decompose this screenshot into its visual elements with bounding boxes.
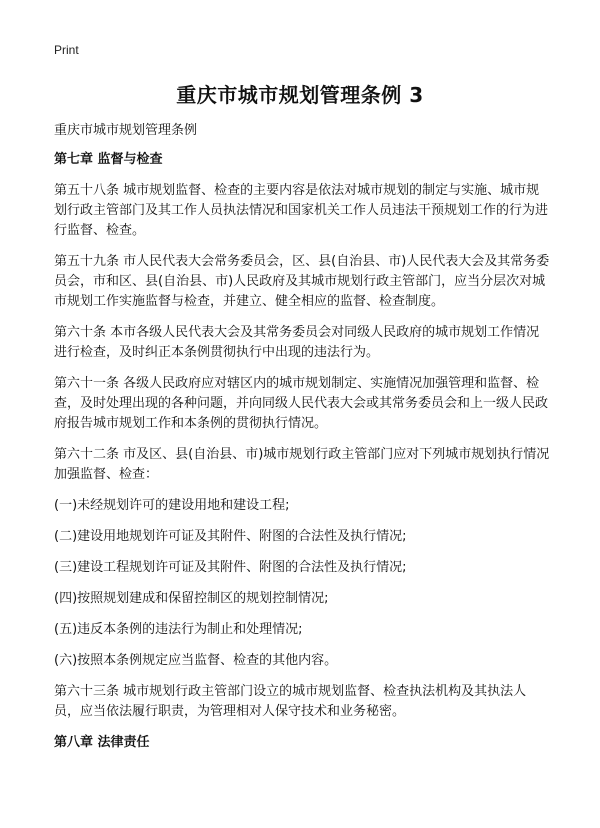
article-62: 第六十二条 市及区、县(自治县、市)城市规划行政主管部门应对下列城市规划执行情况加强监督、检查：	[54, 447, 550, 482]
page-title: 重庆市城市规划管理条例 3	[176, 83, 424, 107]
document-subtitle: 重庆市城市规划管理条例	[54, 123, 198, 138]
list-item-4: (四)按照规划建成和保留控制区的规划控制情况;	[54, 591, 329, 606]
list-item-1: (一)未经规划许可的建设用地和建设工程;	[54, 498, 290, 513]
article-59: 第五十九条 市人民代表大会常务委员会，区、县(自治县、市)人民代表大会及其常务委员会，市和区、县(自治县、市)人民政府及其城市规划行政主管部门，应当分层次对城市规划工作实施监督与检查，并建立、健全相应的监督、检查制度。	[54, 254, 550, 309]
document-body	[54, 150, 550, 753]
list-item-5: (五)违反本条例的违法行为制止和处理情况;	[54, 622, 303, 637]
list-item-6: (六)按照本条例规定应当监督、检查的其他内容。	[54, 653, 338, 668]
chapter-heading-7: 第七章 监督与检查	[54, 152, 163, 167]
article-58: 第五十八条 城市规划监督、检查的主要内容是依法对城市规划的制定与实施、城市规划行政主管部门及其工作人员执法情况和国家机关工作人员违法干预规划工作的行为进行监督、检查。	[54, 183, 549, 238]
article-63: 第六十三条 城市规划行政主管部门设立的城市规划监督、检查执法机构及其执法人员，应当依法履行职责，为管理相对人保守技术和业务秘密。	[54, 684, 527, 719]
list-item-2: (二)建设用地规划许可证及其附件、附图的合法性及执行情况;	[54, 529, 407, 544]
article-61: 第六十一条 各级人民政府应对辖区内的城市规划制定、实施情况加强管理和监督、检查，及时处理出现的各种问题，并向同级人民代表大会或其常务委员会和上一级人民政府报告城市规划工作和本条例的贯彻执行情况。	[54, 376, 549, 431]
list-item-3: (三)建设工程规划许可证及其附件、附图的合法性及执行情况;	[54, 560, 407, 575]
article-60: 第六十条 本市各级人民代表大会及其常务委员会对同级人民政府的城市规划工作情况进行检查，及时纠正本条例贯彻执行中出现的违法行为。	[54, 325, 540, 360]
chapter-heading-8: 第八章 法律责任	[54, 735, 150, 750]
print-link[interactable]: Print	[54, 43, 79, 57]
